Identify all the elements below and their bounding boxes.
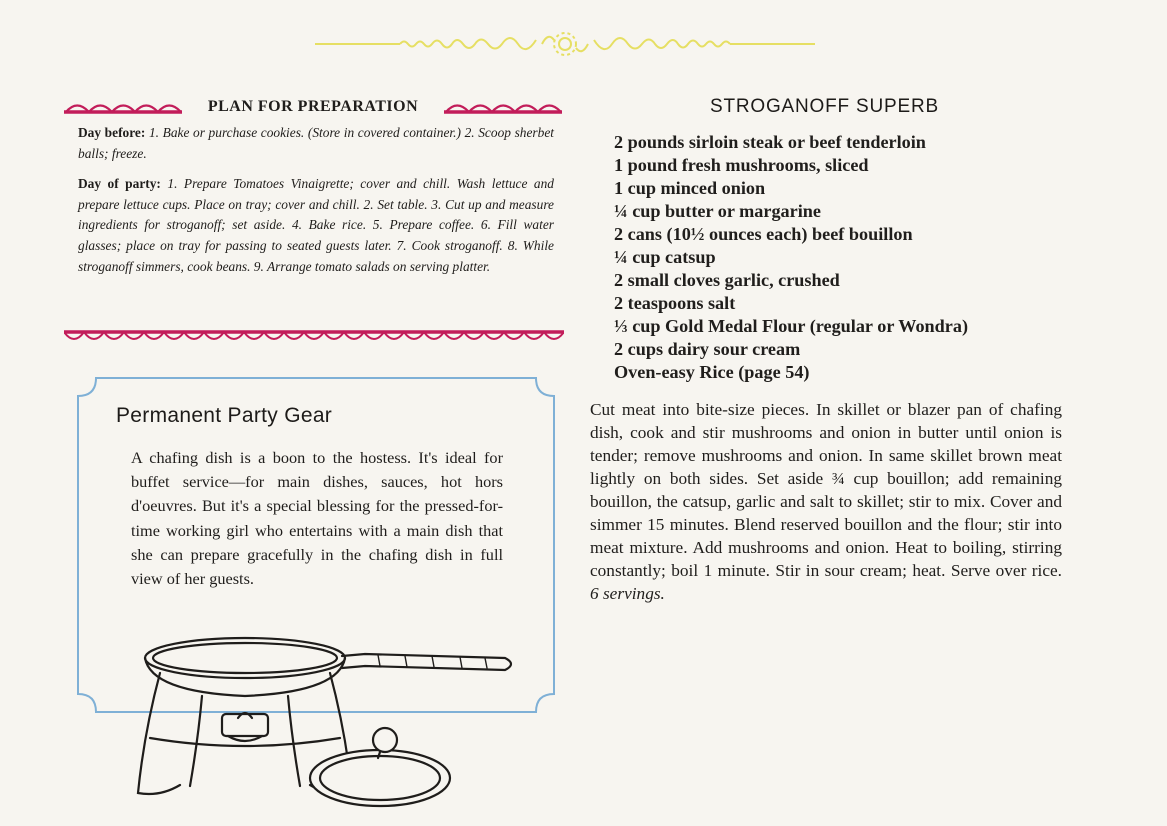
list-item: 1 pound fresh mushrooms, sliced — [614, 155, 869, 175]
day-of-party-paragraph — [78, 174, 554, 277]
list-item: ¼ cup catsup — [614, 247, 716, 267]
gear-title: Permanent Party Gear — [116, 404, 333, 427]
recipe-directions — [590, 398, 1062, 605]
flourish-ornament-icon — [310, 24, 820, 64]
list-item: 2 small cloves garlic, crushed — [614, 270, 840, 290]
list-item: 2 cups dairy sour cream — [614, 339, 801, 359]
recipe-title: STROGANOFF SUPERB — [710, 96, 939, 117]
day-before-paragraph — [78, 123, 554, 164]
servings-text: 6 servings. — [590, 584, 665, 603]
list-item: ⅓ cup Gold Medal Flour (regular or Wondra) — [614, 316, 969, 336]
list-item: Oven-easy Rice (page 54) — [614, 362, 810, 382]
gear-text: A chafing dish is a boon to the hostess. It's ideal for buffet service—for main dishes, sauces, hot hors d'oeuvres. But it's a special blessing for the pressed-for-time working girl who entertains with a main dish that she can prepare gracefully in the chafing dish in full view of her guests. — [131, 448, 503, 589]
chafing-dish-illustration-icon — [110, 618, 520, 818]
list-item: 2 teaspoons salt — [614, 293, 736, 313]
day-before-lead: Day before: — [78, 125, 146, 140]
scallop-border-icon — [64, 328, 564, 348]
day-of-party-steps: 1. Prepare Tomatoes Vinaigrette; cover and chill. Wash lettuce and prepare lettuce cups. Place on tray; cover and chill. 2. Set table. 3. Cut up and measure ingredients for stroganoff; set aside. 4. Bake rice. 5. Prepare coffee. 6. Fill water glasses; place on tray for passing to seated guests later. 7. Cook stroganoff. 8. While stroganoff simmers, cook beans. 9. Arrange tomato salads on serving platter. — [78, 176, 554, 274]
directions-text: Cut meat into bite-size pieces. In skillet or blazer pan of chafing dish, cook and stir mushrooms and onion in butter until onion is tender; remove mushrooms and onion. In same skillet brown meat lightly on both sides. Set aside ¾ cup bouillon; add remaining bouillon, the catsup, garlic and salt to skillet; stir to mix. Cover and simmer 15 minutes. Blend reserved bouillon and the flour; stir into meat mixture. Add mushrooms and onion. Heat to boiling, stirring constantly; boil 1 minute. Stir in sour cream; heat. Serve over rice. — [590, 400, 1062, 580]
ingredient-list — [614, 131, 1054, 384]
scallop-border-icon — [64, 98, 182, 116]
plan-header — [64, 94, 562, 120]
list-item: 2 cans (10½ ounces each) beef bouillon — [614, 224, 913, 244]
day-of-party-lead: Day of party: — [78, 176, 161, 192]
plan-section — [64, 94, 562, 287]
list-item: 2 pounds sirloin steak or beef tenderloin — [614, 132, 926, 152]
day-before-steps: 1. Bake or purchase cookies. (Store in covered container.) 2. Scoop sherbet balls; freeze. — [78, 125, 555, 161]
scallop-border-icon — [444, 98, 562, 116]
plan-title: PLAN FOR PREPARATION — [207, 98, 419, 115]
list-item: ¼ cup butter or margarine — [614, 201, 821, 221]
list-item: 1 cup minced onion — [614, 178, 766, 198]
